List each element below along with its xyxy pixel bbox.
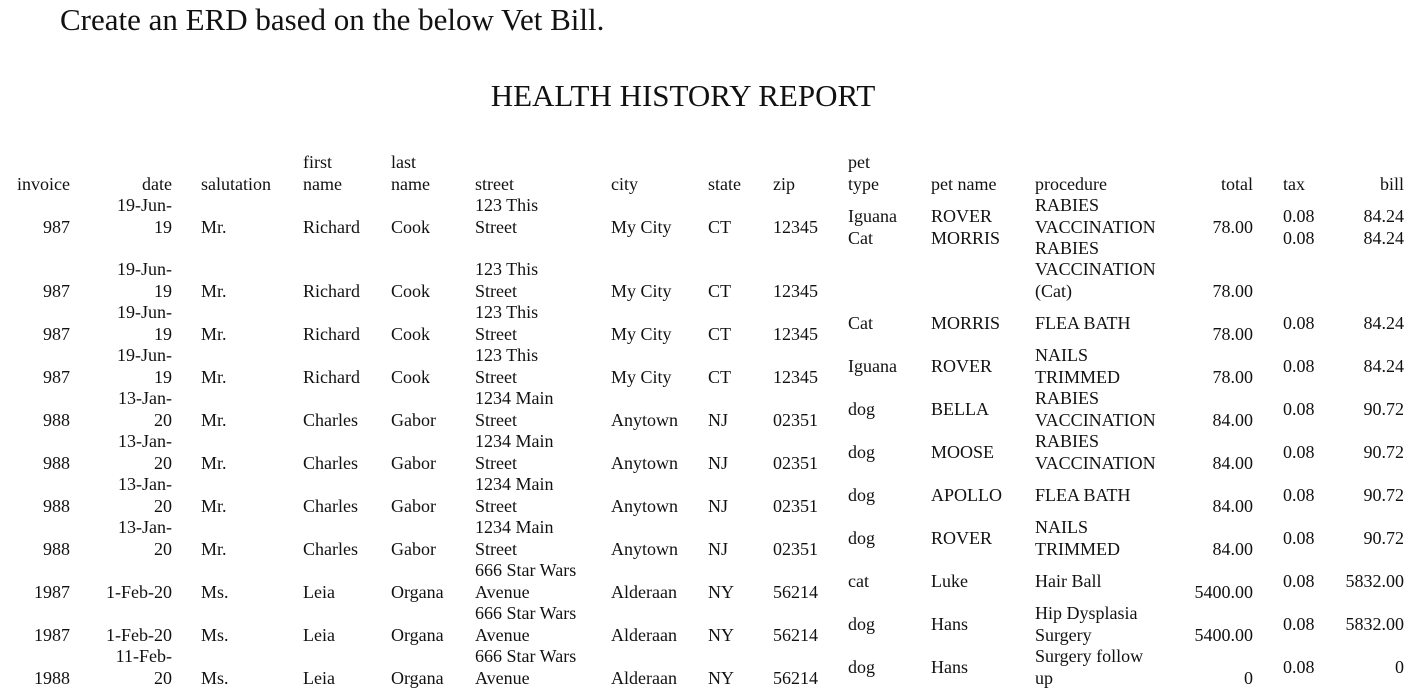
cell-state: CT [708,280,732,301]
cell-bill: 84.24 [1363,355,1404,376]
cell-invoice: 1987 [34,581,70,602]
cell-pet-name: MORRIS [931,227,1001,248]
cell-zip: 02351 [773,538,818,559]
cell-last-name: Gabor [391,495,436,516]
cell-pet-type: dog [848,656,875,677]
cell-last-name: Gabor [391,538,436,559]
cell-city: My City [611,216,672,237]
cell-first-name: Leia [303,624,335,645]
cell-state: CT [708,366,732,387]
cell-zip: 56214 [773,667,818,688]
cell-pet-name: ROVER [931,527,993,548]
cell-bill: 0 [1395,656,1404,677]
cell-invoice: 988 [43,538,70,559]
cell-salutation: Mr. [201,495,227,516]
cell-salutation: Mr. [201,409,227,430]
cell-zip: 02351 [773,495,818,516]
header-procedure: procedure [1035,173,1107,194]
cell-city: Anytown [611,452,678,473]
cell-last-name: Gabor [391,452,436,473]
cell-invoice: 1987 [34,624,70,645]
cell-first-name: Richard [303,366,360,387]
cell-zip: 12345 [773,366,818,387]
cell-tax: 0.08 [1283,441,1315,462]
cell-date: 1-Feb-20 [106,624,172,645]
cell-bill: 5832.00 [1345,613,1404,634]
cell-date: 11-Feb- 20 [115,646,172,688]
cell-state: NJ [708,538,729,559]
cell-bill: 84.24 [1363,205,1404,226]
cell-procedure: Hair Ball [1035,570,1102,591]
cell-total: 78.00 [1212,280,1253,301]
cell-total: 0 [1244,667,1253,688]
cell-first-name: Richard [303,216,360,237]
cell-pet-type: Iguana [848,355,897,376]
cell-tax: 0.08 [1283,312,1315,333]
cell-invoice: 1988 [34,667,70,688]
cell-pet-type: dog [848,527,875,548]
cell-pet-type: Cat [848,312,873,333]
cell-state: NY [708,624,734,645]
cell-bill: 84.24 [1363,312,1404,333]
cell-bill: 90.72 [1363,484,1404,505]
cell-salutation: Ms. [201,624,229,645]
cell-invoice: 988 [43,452,70,473]
cell-pet-type: dog [848,441,875,462]
cell-procedure: Hip Dysplasia Surgery [1035,603,1138,645]
cell-tax: 0.08 [1283,398,1315,419]
cell-zip: 02351 [773,452,818,473]
cell-tax: 0.08 [1283,227,1315,248]
cell-zip: 12345 [773,280,818,301]
cell-date: 19-Jun- 19 [117,302,172,344]
cell-city: Anytown [611,495,678,516]
cell-last-name: Gabor [391,409,436,430]
cell-state: CT [708,216,732,237]
cell-state: NJ [708,495,729,516]
cell-last-name: Cook [391,366,431,387]
cell-city: Alderaan [611,624,677,645]
cell-first-name: Richard [303,323,360,344]
cell-date: 1-Feb-20 [106,581,172,602]
header-bill: bill [1379,173,1404,194]
cell-tax: 0.08 [1283,484,1315,505]
cell-pet-type: dog [848,613,875,634]
cell-last-name: Organa [391,667,444,688]
cell-pet-name: ROVER [931,355,993,376]
cell-first-name: Leia [303,667,335,688]
cell-pet-type: Iguana [848,205,897,226]
cell-zip: 56214 [773,581,818,602]
header-pet-type: pet type [848,152,879,194]
cell-procedure: RABIES VACCINATION [1035,388,1156,430]
cell-state: NY [708,667,734,688]
cell-invoice: 987 [43,366,70,387]
instruction-text: Create an ERD based on the below Vet Bill. [60,2,605,37]
cell-procedure: Surgery follow up [1035,646,1144,688]
cell-tax: 0.08 [1283,613,1315,634]
cell-pet-name: Luke [931,570,968,591]
report-title: HEALTH HISTORY REPORT [490,78,876,113]
cell-procedure: FLEA BATH [1035,484,1131,505]
cell-salutation: Mr. [201,216,227,237]
header-city: city [611,173,638,194]
cell-street: 1234 Main Street [475,474,554,516]
cell-salutation: Ms. [201,667,229,688]
cell-total: 84.00 [1212,538,1253,559]
cell-bill: 5832.00 [1345,570,1404,591]
header-zip: zip [773,173,795,194]
cell-total: 5400.00 [1194,624,1253,645]
cell-first-name: Charles [303,452,358,473]
cell-city: My City [611,366,672,387]
cell-city: Anytown [611,538,678,559]
cell-tax: 0.08 [1283,570,1315,591]
header-first-name: first name [303,152,342,194]
cell-last-name: Cook [391,323,431,344]
cell-street: 1234 Main Street [475,431,554,473]
cell-street: 123 This Street [475,345,539,387]
header-tax: tax [1283,173,1305,194]
cell-date: 19-Jun- 19 [117,259,172,301]
cell-city: Alderaan [611,581,677,602]
cell-date: 13-Jan- 20 [118,474,172,516]
header-salutation: salutation [201,173,271,194]
header-invoice: invoice [17,173,70,194]
cell-street: 1234 Main Street [475,517,554,559]
cell-last-name: Cook [391,280,431,301]
cell-first-name: Charles [303,495,358,516]
cell-pet-type: dog [848,484,875,505]
cell-first-name: Charles [303,538,358,559]
cell-bill: 90.72 [1363,527,1404,548]
cell-pet-name: ROVER [931,205,993,226]
cell-bill: 84.24 [1363,227,1404,248]
cell-first-name: Richard [303,280,360,301]
cell-procedure: RABIES VACCINATION [1035,431,1156,473]
cell-bill: 90.72 [1363,398,1404,419]
cell-zip: 12345 [773,323,818,344]
cell-date: 19-Jun- 19 [117,345,172,387]
cell-invoice: 987 [43,280,70,301]
cell-total: 78.00 [1212,366,1253,387]
cell-city: My City [611,323,672,344]
cell-salutation: Mr. [201,323,227,344]
cell-procedure: FLEA BATH [1035,312,1131,333]
cell-salutation: Mr. [201,366,227,387]
cell-street: 123 This Street [475,195,539,237]
cell-last-name: Organa [391,624,444,645]
cell-state: NJ [708,452,729,473]
cell-tax: 0.08 [1283,205,1315,226]
cell-pet-name: BELLA [931,398,989,419]
cell-procedure: NAILS TRIMMED [1035,517,1120,559]
cell-state: NY [708,581,734,602]
cell-first-name: Leia [303,581,335,602]
cell-date: 19-Jun- 19 [117,195,172,237]
cell-zip: 56214 [773,624,818,645]
header-date: date [142,173,172,194]
cell-zip: 02351 [773,409,818,430]
cell-total: 84.00 [1212,409,1253,430]
cell-invoice: 987 [43,323,70,344]
cell-tax: 0.08 [1283,355,1315,376]
cell-pet-name: Hans [931,613,968,634]
cell-total: 84.00 [1212,495,1253,516]
cell-zip: 12345 [773,216,818,237]
header-state: state [708,173,741,194]
cell-invoice: 987 [43,216,70,237]
cell-city: My City [611,280,672,301]
cell-procedure: RABIES VACCINATION (Cat) [1035,237,1156,301]
cell-salutation: Mr. [201,280,227,301]
cell-invoice: 988 [43,409,70,430]
cell-street: 123 This Street [475,302,539,344]
cell-tax: 0.08 [1283,656,1315,677]
cell-pet-name: Hans [931,656,968,677]
cell-street: 666 Star Wars Avenue [475,560,577,602]
cell-state: NJ [708,409,729,430]
cell-last-name: Organa [391,581,444,602]
cell-total: 78.00 [1212,216,1253,237]
cell-pet-type: dog [848,398,875,419]
cell-pet-name: APOLLO [931,484,1002,505]
cell-city: Alderaan [611,667,677,688]
header-street: street [475,173,514,194]
cell-procedure: NAILS TRIMMED [1035,345,1120,387]
cell-total: 84.00 [1212,452,1253,473]
cell-street: 1234 Main Street [475,388,554,430]
cell-date: 13-Jan- 20 [118,517,172,559]
cell-total: 5400.00 [1194,581,1253,602]
cell-procedure: RABIES VACCINATION [1035,195,1156,237]
cell-total: 78.00 [1212,323,1253,344]
header-pet-name: pet name [931,173,997,194]
cell-city: Anytown [611,409,678,430]
cell-invoice: 988 [43,495,70,516]
cell-street: 666 Star Wars Avenue [475,646,577,688]
cell-pet-type: cat [848,570,869,591]
cell-last-name: Cook [391,216,431,237]
cell-first-name: Charles [303,409,358,430]
header-total: total [1221,173,1253,194]
cell-salutation: Mr. [201,538,227,559]
cell-pet-type: Cat [848,227,873,248]
header-last-name: last name [391,152,430,194]
cell-salutation: Ms. [201,581,229,602]
cell-street: 123 This Street [475,259,539,301]
cell-salutation: Mr. [201,452,227,473]
cell-bill: 90.72 [1363,441,1404,462]
cell-pet-name: MORRIS [931,312,1001,333]
cell-date: 13-Jan- 20 [118,388,172,430]
cell-date: 13-Jan- 20 [118,431,172,473]
cell-tax: 0.08 [1283,527,1315,548]
cell-state: CT [708,323,732,344]
cell-pet-name: MOOSE [931,441,995,462]
cell-street: 666 Star Wars Avenue [475,603,577,645]
